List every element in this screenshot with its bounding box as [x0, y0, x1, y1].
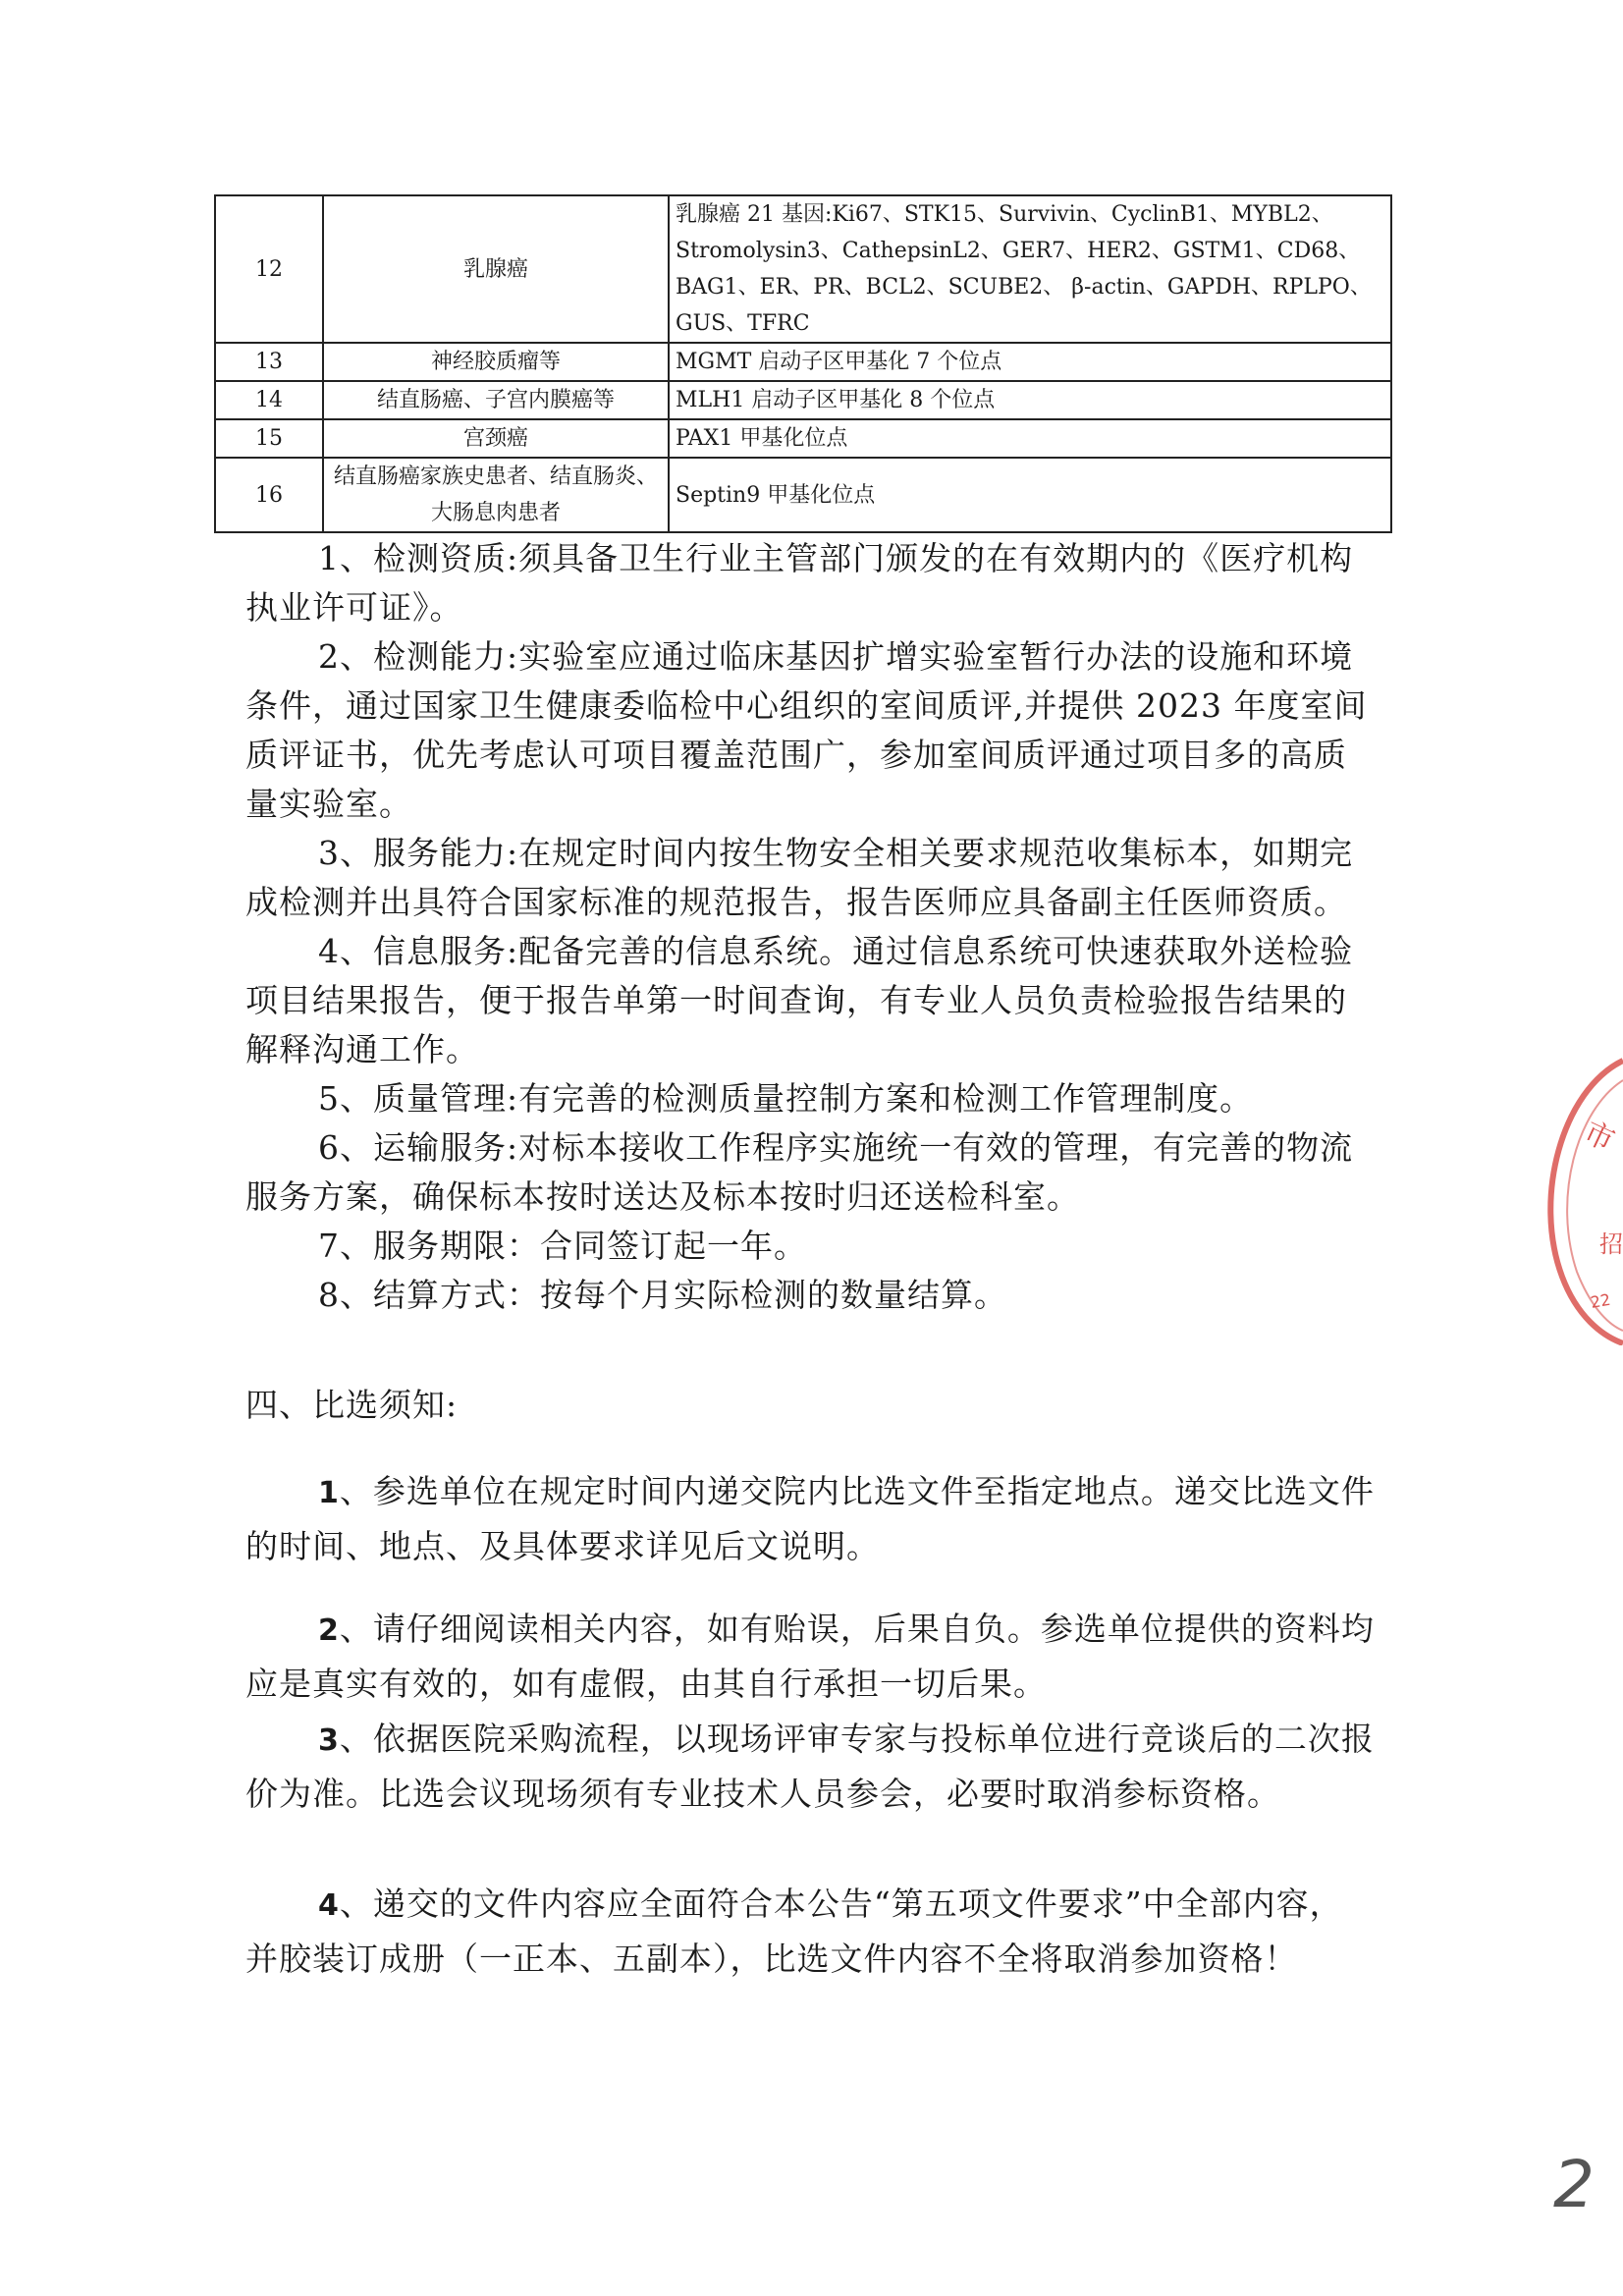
notice-number: 3: [318, 1723, 340, 1758]
requirement-item: 1、检测资质:须具备卫生行业主管部门颁发的在有效期内的《医疗机构执业许可证》。: [245, 539, 1354, 627]
notice-number: 2: [318, 1613, 340, 1648]
row-number: 15: [215, 419, 323, 458]
notice-text: 、递交的文件内容应全面符合本公告“第五项文件要求”中全部内容，并胶装订成册（一正本、五副本），比选文件内容不全将取消参加资格！: [245, 1885, 1343, 1978]
notice-number: 1: [318, 1476, 340, 1510]
requirement-item: 7、服务期限：合同签订起一年。: [318, 1227, 807, 1265]
notice-text: 、依据医院采购流程，以现场评审专家与投标单位进行竞谈后的二次报价为准。比选会议现场须有专业技术人员参会，必要时取消参标资格。: [245, 1720, 1375, 1813]
table-row: [215, 195, 1391, 343]
row-number: 16: [215, 458, 323, 532]
table-row: [215, 419, 1391, 458]
notice-text: 、请仔细阅读相关内容，如有贻误，后果自负。参选单位提供的资料均应是真实有效的，如有虚假，由其自行承担一切后果。: [245, 1610, 1375, 1703]
table-row: [215, 381, 1391, 419]
svg-text:市: 市: [1578, 1115, 1620, 1159]
disease-name: 神经胶质瘤等: [323, 343, 669, 381]
gene-list: PAX1 甲基化位点: [669, 419, 1391, 458]
requirement-item: 8、结算方式：按每个月实际检测的数量结算。: [318, 1276, 1007, 1314]
disease-name: 宫颈癌: [323, 419, 669, 458]
notice-item: [245, 1878, 1375, 1986]
table-row: [215, 458, 1391, 532]
requirement-item: 3、服务能力:在规定时间内按生物安全相关要求规范收集标本，如期完成检测并出具符合国家标准的规范报告，报告医师应具备副主任医师资质。: [245, 834, 1354, 921]
gene-list: 乳腺癌 21 基因:Ki67、STK15、Survivin、CyclinB1、MYBL2、Stromolysin3、CathepsinL2、GER7、HER2、GSTM1、CD68、BAG1、ER、PR、BCL2、SCUBE2、 β-actin、GAPDH、RPLPO、GUS、TFRC: [669, 195, 1391, 343]
requirement-item: 6、运输服务:对标本接收工作程序实施统一有效的管理，有完善的物流服务方案，确保标本按时送达及标本按时归还送检科室。: [245, 1128, 1354, 1216]
row-number: 12: [215, 195, 323, 343]
notice-item: [245, 1603, 1375, 1711]
section-heading: 四、比选须知:: [245, 1386, 459, 1424]
test-items-table: [214, 194, 1392, 533]
disease-name: 结直肠癌、子宫内膜癌等: [323, 381, 669, 419]
notice-number: 4: [318, 1888, 340, 1923]
disease-name: 结直肠癌家族史患者、结直肠炎、大肠息肉患者: [323, 458, 669, 532]
page-number: 2: [1553, 2147, 1595, 2222]
disease-name: 乳腺癌: [323, 195, 669, 343]
official-seal-fragment: [1542, 1051, 1623, 1345]
svg-text:招: 招: [1599, 1230, 1623, 1258]
requirements-section: [245, 534, 1375, 1320]
notice-item: [245, 1713, 1375, 1821]
gene-list: MGMT 启动子区甲基化 7 个位点: [669, 343, 1391, 381]
requirement-item: 4、信息服务:配备完善的信息系统。通过信息系统可快速获取外送检验项目结果报告，便于报告单第一时间查询，有专业人员负责检验报告结果的解释沟通工作。: [245, 932, 1354, 1068]
gene-list: MLH1 启动子区甲基化 8 个位点: [669, 381, 1391, 419]
requirement-item: 5、质量管理:有完善的检测质量控制方案和检测工作管理制度。: [318, 1079, 1254, 1118]
svg-text:22: 22: [1589, 1289, 1612, 1312]
notice-item: [245, 1465, 1375, 1573]
row-number: 14: [215, 381, 323, 419]
requirement-item: 2、检测能力:实验室应通过临床基因扩增实验室暂行办法的设施和环境条件，通过国家卫生健康委临检中心组织的室间质评,并提供 2023 年度室间质评证书，优先考虑认可项目覆盖范围广，参加室间质评通过项目多的高质量实验室。: [245, 637, 1368, 823]
gene-list: Septin9 甲基化位点: [669, 458, 1391, 532]
table-row: [215, 343, 1391, 381]
notice-text: 、参选单位在规定时间内递交院内比选文件至指定地点。递交比选文件的时间、地点、及具体要求详见后文说明。: [245, 1472, 1375, 1565]
row-number: 13: [215, 343, 323, 381]
